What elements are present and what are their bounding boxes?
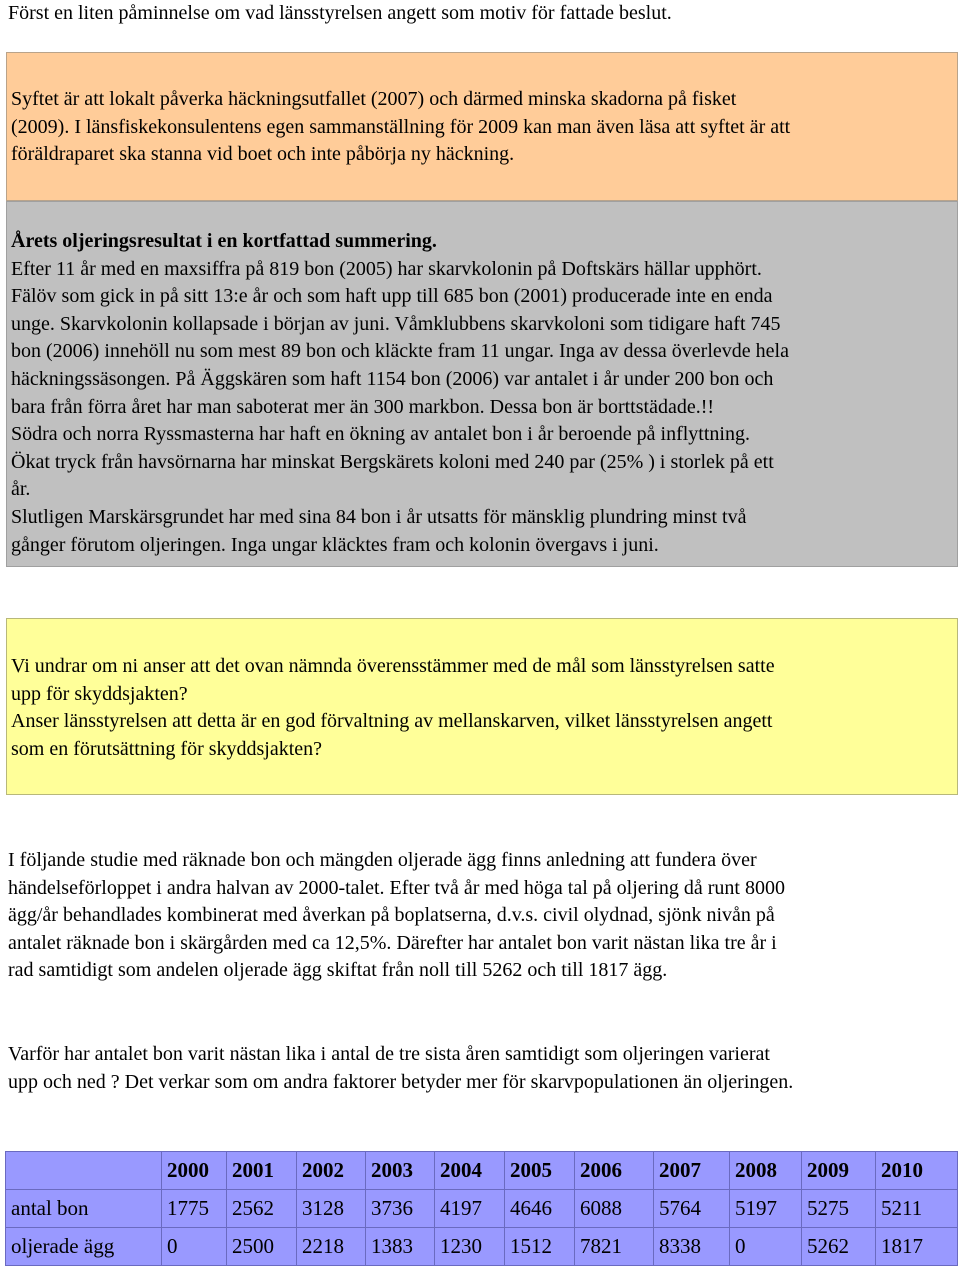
motive-line: föräldraparet ska stanna vid boet och inte påbörja ny häckning. — [11, 143, 515, 166]
intro-text: Först en liten påminnelse om vad länsstyrelsen angett som motiv för fattade beslut. — [8, 2, 672, 24]
summary-heading: Årets oljeringsresultat i en kortfattad summering. — [11, 230, 437, 252]
table-cell: 5275 — [802, 1190, 876, 1228]
table-cell: 4197 — [435, 1190, 505, 1228]
year-cell: 2006 — [575, 1152, 654, 1190]
table-row — [6, 1228, 958, 1266]
table-cell: 1512 — [505, 1228, 575, 1266]
paragraph-line: händelseförloppet i andra halvan av 2000-talet. Efter två år med höga tal på oljering då runt 8000 — [8, 876, 785, 899]
question-line: som en förutsättning för skyddsjakten? — [11, 737, 323, 760]
summary-box — [6, 201, 958, 567]
paragraph-line: antalet räknade bon i skärgården med ca 12,5%. Därefter har antalet bon varit nästan lika tre år i — [8, 931, 777, 954]
table-cell: 3128 — [297, 1190, 366, 1228]
summary-line: bara från förra året har man saboterat mer än 300 markbon. Dessa bon är borttstädade.!! — [11, 395, 715, 418]
table-cell: 6088 — [575, 1190, 654, 1228]
year-cell: 2008 — [730, 1152, 802, 1190]
table-cell: 5262 — [802, 1228, 876, 1266]
question-box — [6, 618, 958, 795]
question-line: Vi undrar om ni anser att det ovan nämnda överensstämmer med de mål som länsstyrelsen satte — [11, 655, 775, 677]
nest-egg-table — [5, 1151, 958, 1266]
year-cell: 2010 — [876, 1152, 958, 1190]
table-header-row — [6, 1152, 958, 1190]
summary-line: bon (2006) innehöll nu som mest 89 bon och kläckte fram 11 ungar. Inga av dessa överlevde hela — [11, 340, 789, 363]
row-label: antal bon — [6, 1190, 162, 1228]
table-cell: 0 — [162, 1228, 227, 1266]
paragraph-line: ägg/år behandlades kombinerat med åverkan på boplatserna, d.v.s. civil olydnad, sjönk nivån på — [8, 904, 775, 927]
table-cell: 3736 — [366, 1190, 435, 1228]
table-cell: 7821 — [575, 1228, 654, 1266]
year-cell: 2002 — [297, 1152, 366, 1190]
table-cell: 5764 — [654, 1190, 730, 1228]
paragraph-line: Varför har antalet bon varit nästan lika i antal de tre sista åren samtidigt som oljeringen varierat — [8, 1043, 770, 1065]
table-cell: 1817 — [876, 1228, 958, 1266]
table-cell: 2500 — [227, 1228, 297, 1266]
summary-line: gånger förutom oljeringen. Inga ungar kläcktes fram och kolonin övergavs i juni. — [11, 533, 659, 556]
table-cell: 5197 — [730, 1190, 802, 1228]
question-line: Anser länsstyrelsen att detta är en god förvaltning av mellanskarven, vilket länsstyrelsen angett — [11, 710, 773, 733]
paragraph-line: I följande studie med räknade bon och mängden oljerade ägg finns anledning att fundera över — [8, 849, 757, 871]
summary-line: Fälöv som gick in på sitt 13:e år och som haft upp till 685 bon (2001) producerade inte en enda — [11, 285, 773, 308]
row-label: oljerade ägg — [6, 1228, 162, 1266]
table-cell: 5211 — [876, 1190, 958, 1228]
year-cell: 2004 — [435, 1152, 505, 1190]
table-cell: 2562 — [227, 1190, 297, 1228]
table-cell: 1383 — [366, 1228, 435, 1266]
summary-line: unge. Skarvkolonin kollapsade i början av juni. Våmklubbens skarvkoloni som tidigare haft 745 — [11, 312, 781, 335]
year-cell: 2009 — [802, 1152, 876, 1190]
table-cell: 8338 — [654, 1228, 730, 1266]
year-cell: 2001 — [227, 1152, 297, 1190]
year-cell: 2003 — [366, 1152, 435, 1190]
year-cell: 2005 — [505, 1152, 575, 1190]
summary-line: Södra och norra Ryssmasterna har haft en ökning av antalet bon i år beroende på inflyttning. — [11, 423, 750, 446]
year-cell: 2000 — [162, 1152, 227, 1190]
table-cell: 0 — [730, 1228, 802, 1266]
motive-line: (2009). I länsfiskekonsulentens egen sammanställning för 2009 kan man även läsa att syftet är att — [11, 115, 791, 138]
paragraph-line: upp och ned ? Det verkar som om andra faktorer betyder mer för skarvpopulationen än oljeringen. — [8, 1070, 794, 1093]
motive-line: Syftet är att lokalt påverka häckningsutfallet (2007) och därmed minska skadorna på fisket — [11, 88, 737, 110]
question-line: upp för skyddsjakten? — [11, 682, 188, 705]
table-cell: 4646 — [505, 1190, 575, 1228]
paragraph-line: rad samtidigt som andelen oljerade ägg skiftat från noll till 5262 och till 1817 ägg. — [8, 959, 668, 982]
summary-line: Slutligen Marskärsgrundet har med sina 84 bon i år utsatts för mänsklig plundring minst två — [11, 505, 747, 528]
table-corner-cell — [6, 1152, 162, 1190]
study-paragraph — [8, 847, 948, 985]
summary-line: häckningssäsongen. På Äggskären som haft 1154 bon (2006) var antalet i år under 200 bon och — [11, 367, 774, 390]
table-cell: 2218 — [297, 1228, 366, 1266]
table-row — [6, 1190, 958, 1228]
table-cell: 1775 — [162, 1190, 227, 1228]
table-cell: 1230 — [435, 1228, 505, 1266]
summary-line: Efter 11 år med en maxsiffra på 819 bon (2005) har skarvkolonin på Doftskärs hällar upphört. — [11, 257, 762, 280]
summary-line: år. — [11, 478, 31, 501]
year-cell: 2007 — [654, 1152, 730, 1190]
question-paragraph — [8, 1041, 956, 1096]
summary-line: Ökat tryck från havsörnarna har minskat Bergskärets koloni med 240 par (25% ) i storlek på ett — [11, 450, 774, 473]
motive-box — [6, 52, 958, 201]
